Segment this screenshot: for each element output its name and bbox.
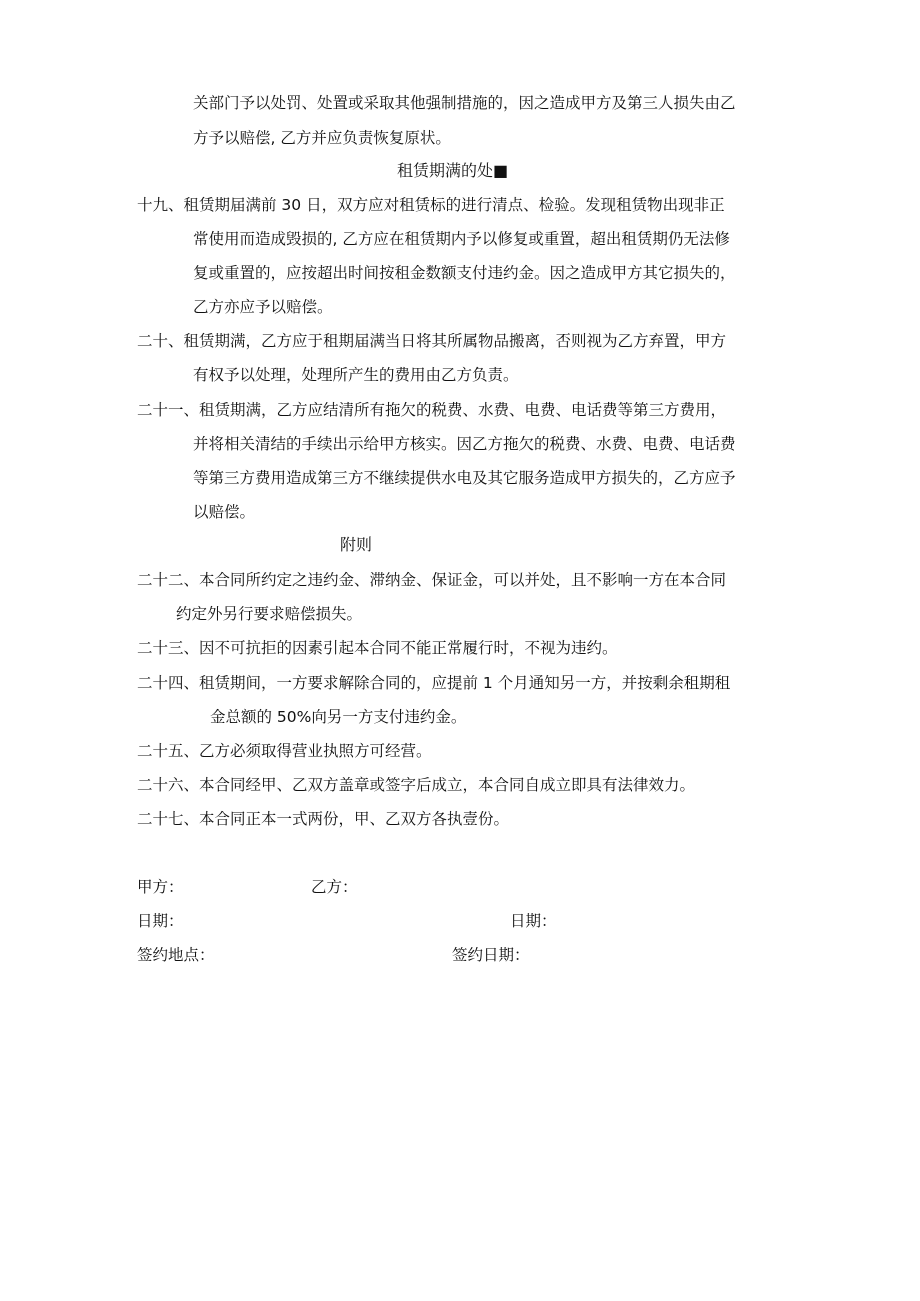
intro-line-2: 方予以赔偿, 乙方并应负责恢复原状。 — [193, 129, 451, 147]
clause-25-line-1: 二十五、乙方必须取得营业执照方可经营。 — [137, 742, 432, 760]
clause-21-line-1: 二十一、租赁期满，乙方应结清所有拖欠的税费、水费、电费、电话费等第三方费用， — [137, 401, 727, 419]
clause-22-line-1: 二十二、本合同所约定之违约金、滞纳金、保证金，可以并处，且不影响一方在本合同 — [137, 571, 727, 589]
clause-19-line-1: 十九、租赁期届满前 30 日，双方应对租赁标的进行清点、检验。发现租赁物出现非正 — [137, 196, 725, 214]
clause-19-line-2: 常使用而造成毁损的, 乙方应在租赁期内予以修复或重置，超出租赁期仍无法修 — [193, 230, 730, 248]
party-a-label: 甲方： — [137, 878, 184, 896]
clause-19-line-3: 复或重置的，应按超出时间按租金数额支付违约金。因之造成甲方其它损失的， — [193, 264, 736, 282]
sign-place-label: 签约地点： — [137, 946, 215, 964]
sign-date-label: 签约日期： — [452, 946, 530, 964]
clause-27-line-1: 二十七、本合同正本一式两份，甲、乙双方各执壹份。 — [137, 810, 510, 828]
clause-20-line-1: 二十、租赁期满，乙方应于租期届满当日将其所属物品搬离，否则视为乙方弃置，甲方 — [137, 332, 727, 350]
clause-21-line-4: 以赔偿。 — [193, 503, 256, 521]
section-heading-appendix: 附则 — [340, 535, 373, 554]
section-heading-expiry: 租赁期满的处■ — [397, 161, 509, 180]
clause-22-line-2: 约定外另行要求赔偿损失。 — [176, 605, 363, 623]
party-b-label: 乙方： — [311, 878, 358, 896]
clause-21-line-3: 等第三方费用造成第三方不继续提供水电及其它服务造成甲方损失的，乙方应予 — [193, 469, 736, 487]
clause-19-line-4: 乙方亦应予以赔偿。 — [193, 298, 333, 316]
intro-line-1: 关部门予以处罚、处置或采取其他强制措施的，因之造成甲方及第三人损失由乙 — [193, 94, 736, 112]
clause-21-line-2: 并将相关清结的手续出示给甲方核实。因乙方拖欠的税费、水费、电费、电话费 — [193, 435, 736, 453]
clause-26-line-1: 二十六、本合同经甲、乙双方盖章或签字后成立，本合同自成立即具有法律效力。 — [137, 776, 696, 794]
clause-23-line-1: 二十三、因不可抗拒的因素引起本合同不能正常履行时，不视为违约。 — [137, 639, 618, 657]
date-left-label: 日期： — [137, 912, 184, 930]
clause-24-line-1: 二十四、租赁期间，一方要求解除合同的，应提前 1 个月通知另一方，并按剩余租期租 — [137, 674, 731, 692]
clause-24-line-2: 金总额的 50%向另一方支付违约金。 — [210, 708, 467, 726]
clause-20-line-2: 有权予以处理，处理所产生的费用由乙方负责。 — [193, 366, 519, 384]
date-right-label: 日期： — [510, 912, 557, 930]
